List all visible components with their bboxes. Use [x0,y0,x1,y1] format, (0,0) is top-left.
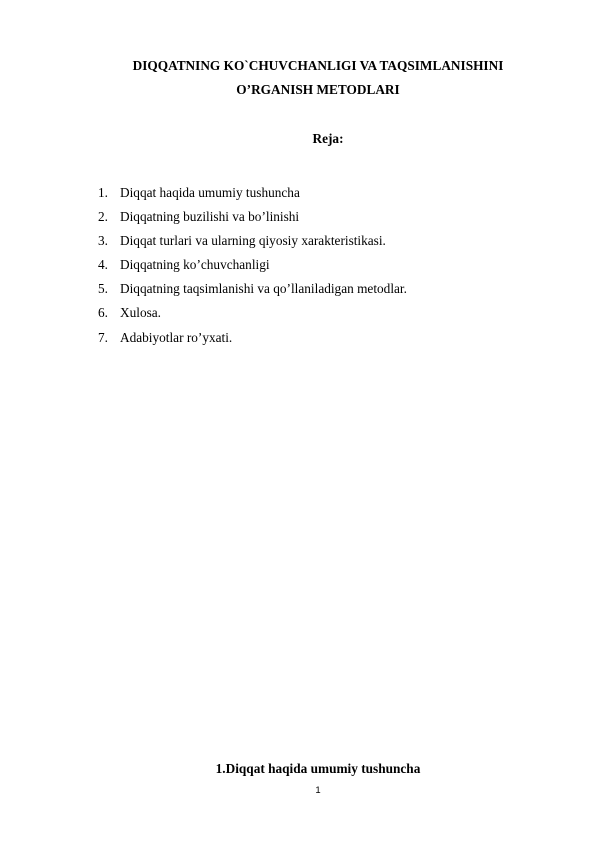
plan-item-text: Diqqat turlari va ularning qiyosiy xarakteristikasi. [120,233,386,249]
plan-list-item [0,330,407,354]
plan-item-number: 3. [98,233,108,249]
plan-item-text: Xulosa. [120,305,161,321]
plan-item-text: Adabiyotlar ro’yxati. [120,329,233,345]
plan-item-text: Diqqatning taqsimlanishi va qo’llaniladigan metodlar. [120,281,407,297]
plan-list-item [0,233,407,257]
plan-heading: Reja: [312,131,344,146]
plan-item-text: Diqqatning ko’chuvchanligi [120,257,270,273]
document-title-line-2: O’RGANISH METODLARI [236,82,400,97]
plan-item-text: Diqqatning buzilishi va bo’linishi [120,209,300,225]
plan-item-number: 2. [98,209,108,225]
plan-list-item [0,209,407,233]
plan-item-number: 6. [98,305,108,321]
document-title-line-1: DIQQATNING KO`CHUVCHANLIGI VA TAQSIMLANISHINI [132,58,504,73]
plan-item-number: 5. [98,281,108,297]
plan-item-number: 1. [98,185,108,200]
plan-item-number: 4. [98,257,108,273]
plan-item-text: Diqqat haqida umumiy tushuncha [120,185,300,200]
plan-list-item [0,281,407,305]
plan-list-item [0,185,407,209]
plan-item-number: 7. [98,329,108,345]
plan-list-item [0,257,407,281]
page-number: 1 [315,785,321,796]
plan-list-item [0,305,407,329]
section-heading: 1.Diqqat haqida umumiy tushuncha [215,761,421,776]
plan-list [0,185,407,354]
